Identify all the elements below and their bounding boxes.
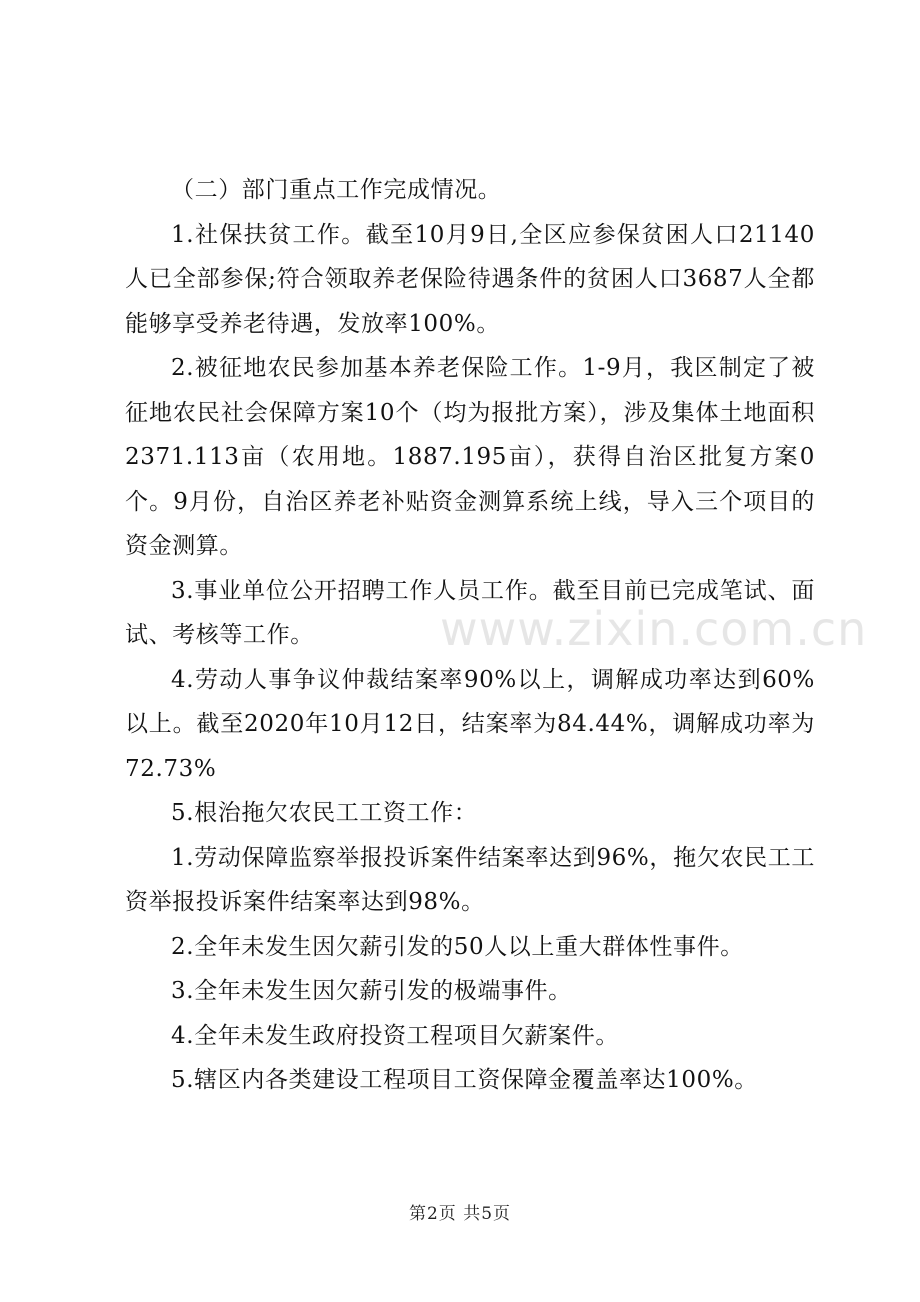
list-item: 2.全年未发生因欠薪引发的50人以上重大群体性事件。 [171,933,744,960]
paragraph-land-acquisition-pension: 2.被征地农民参加基本养老保险工作。1-9月，我区制定了被征地农民社会保障方案10个（均为报批方案），涉及集体土地面积2371.113亩（农用地。1887.195亩），获得自治区批复方案0个。9月份，自治区养老补贴资金测算系统上线，导入三个项目的资金测算。 [125,355,815,559]
page-number-footer: 第2页 共5页 [408,1204,512,1224]
paragraph-wage-arrears-heading: 5.根治拖欠农民工工资工作： [171,800,478,826]
paragraph-labor-arbitration: 4.劳动人事争议仲裁结案率90%以上，调解成功率达到60%以上。截至2020年10月12日，结案率为84.44%，调解成功率为72.73% [125,666,815,782]
list-item: 5.辖区内各类建设工程项目工资保障金覆盖率达100%。 [171,1067,758,1093]
watermark: www.zixin.com.cn [440,602,868,656]
section-heading: （二）部门重点工作完成情况。 [171,177,502,203]
paragraph-public-recruitment: 3.事业单位公开招聘工作人员工作。截至目前已完成笔试、面试、考核等工作。 [125,577,815,648]
list-item: 3.全年未发生因欠薪引发的极端事件。 [171,978,572,1004]
list-item: 1.劳动保障监察举报投诉案件结案率达到96%，拖欠农民工工资举报投诉案件结案率达到98%。 [125,844,815,915]
paragraph-social-security-poverty: 1.社保扶贫工作。截至10月9日,全区应参保贫困人口21140人已全部参保;符合领取养老保险待遇条件的贫困人口3687人全都能够享受养老待遇，发放率100%。 [125,221,815,337]
list-item: 4.全年未发生政府投资工程项目欠薪案件。 [171,1022,619,1049]
